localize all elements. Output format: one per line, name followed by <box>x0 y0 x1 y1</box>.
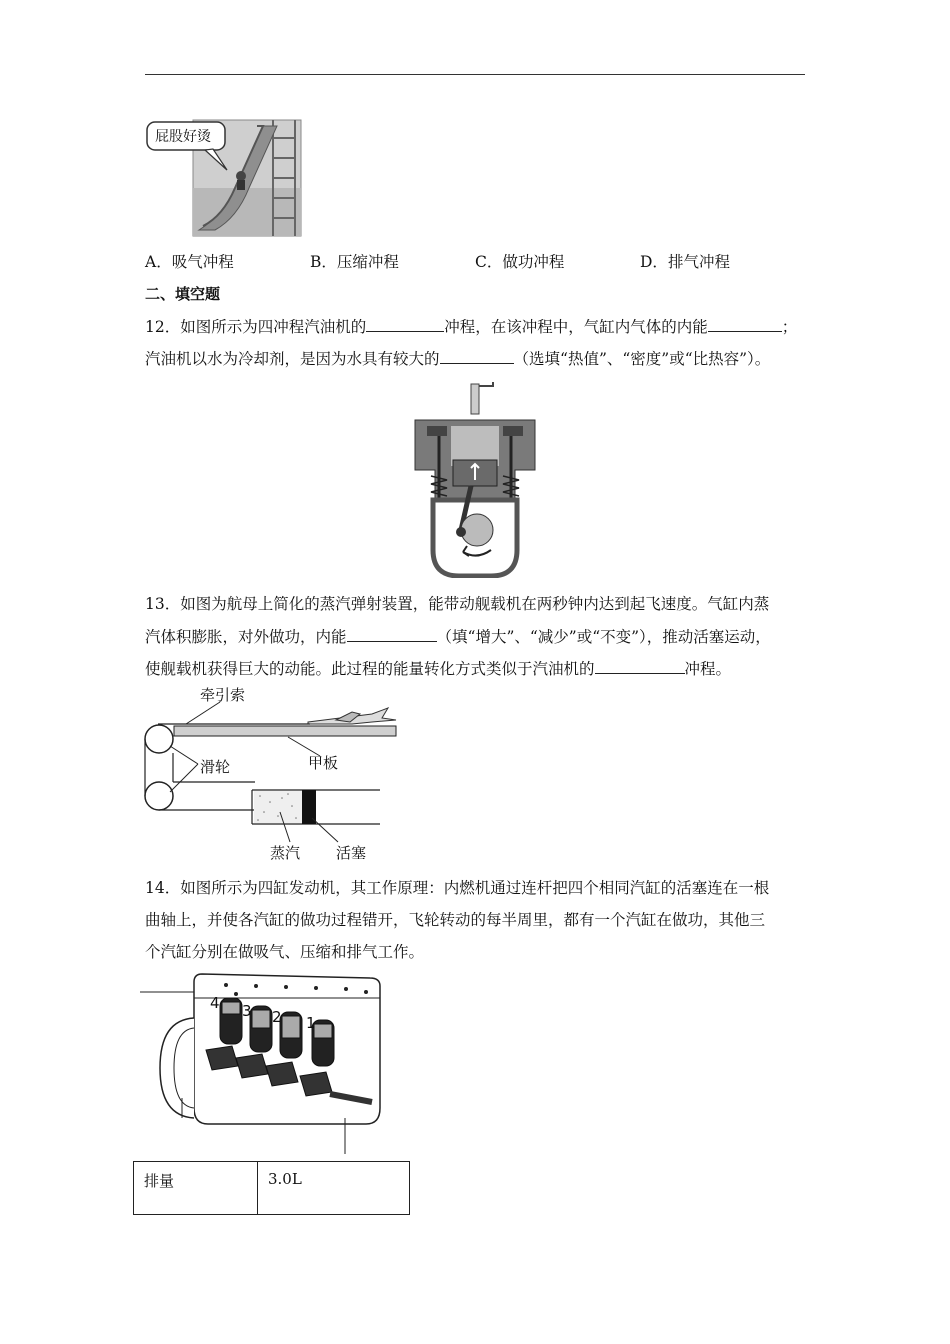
q13-blank-1[interactable] <box>347 626 437 642</box>
engine-cylinder-figure <box>405 380 545 578</box>
slide-figure <box>145 118 305 238</box>
label-piston: 活塞 <box>336 844 367 862</box>
four-cylinder-engine-figure <box>140 968 390 1154</box>
cylinder-number-2: 2 <box>272 1008 282 1026</box>
table-row <box>134 1162 410 1215</box>
q13-line2: 汽体积膨胀，对外做功，内能 （填“增大”、“减少”或“不变”），推动活塞运动， <box>145 628 771 646</box>
bubble-text: 屁股好烫 <box>155 129 211 145</box>
spec-label: 排量 <box>134 1162 258 1215</box>
q14-line2: 曲轴上，并使各汽缸的做功过程错开，飞轮转动的每半周里，都有一个汽缸在做功，其他三 <box>145 911 766 929</box>
q14-line3: 个汽缸分别在做吸气、压缩和排气工作。 <box>145 943 425 961</box>
option-a: A．吸气冲程 <box>145 253 234 271</box>
option-c: C．做功冲程 <box>475 253 565 271</box>
q12-blank-1[interactable] <box>366 316 444 332</box>
q14-line1: 14．如图所示为四缸发动机，其工作原理：内燃机通过连杆把四个相同汽缸的活塞连在一根 <box>145 879 770 897</box>
q12-line1: 12．如图所示为四冲程汽油机的 冲程，在该冲程中，气缸内气体的内能 ； <box>145 318 798 336</box>
cylinder-number-3: 3 <box>242 1002 252 1020</box>
q13-line1: 13．如图为航母上简化的蒸汽弹射装置，能带动舰载机在两秒钟内达到起飞速度。气缸内蒸 <box>145 595 770 613</box>
label-steam: 蒸汽 <box>270 844 301 862</box>
cylinder-number-4: 4 <box>210 994 220 1012</box>
q13-line3: 使舰载机获得巨大的动能。此过程的能量转化方式类似于汽油机的 冲程。 <box>145 660 732 678</box>
q13-blank-2[interactable] <box>595 658 685 674</box>
cylinder-number-1: 1 <box>306 1014 316 1032</box>
label-deck: 甲板 <box>308 754 339 772</box>
spec-value: 3.0L <box>258 1162 410 1215</box>
steam-catapult-figure <box>140 684 400 864</box>
q12-line2: 汽油机以水为冷却剂，是因为水具有较大的 （选填“热值”、“密度”或“比热容”）。 <box>145 350 771 368</box>
engine-spec-table <box>133 1161 410 1215</box>
q12-blank-2[interactable] <box>708 316 782 332</box>
label-rope: 牵引索 <box>200 686 246 704</box>
section-heading: 二、填空题 <box>145 285 221 303</box>
label-pulley: 滑轮 <box>200 758 231 776</box>
option-d: D．排气冲程 <box>640 253 730 271</box>
header-rule <box>145 74 805 75</box>
q12-blank-3[interactable] <box>440 348 514 364</box>
option-b: B．压缩冲程 <box>310 253 399 271</box>
